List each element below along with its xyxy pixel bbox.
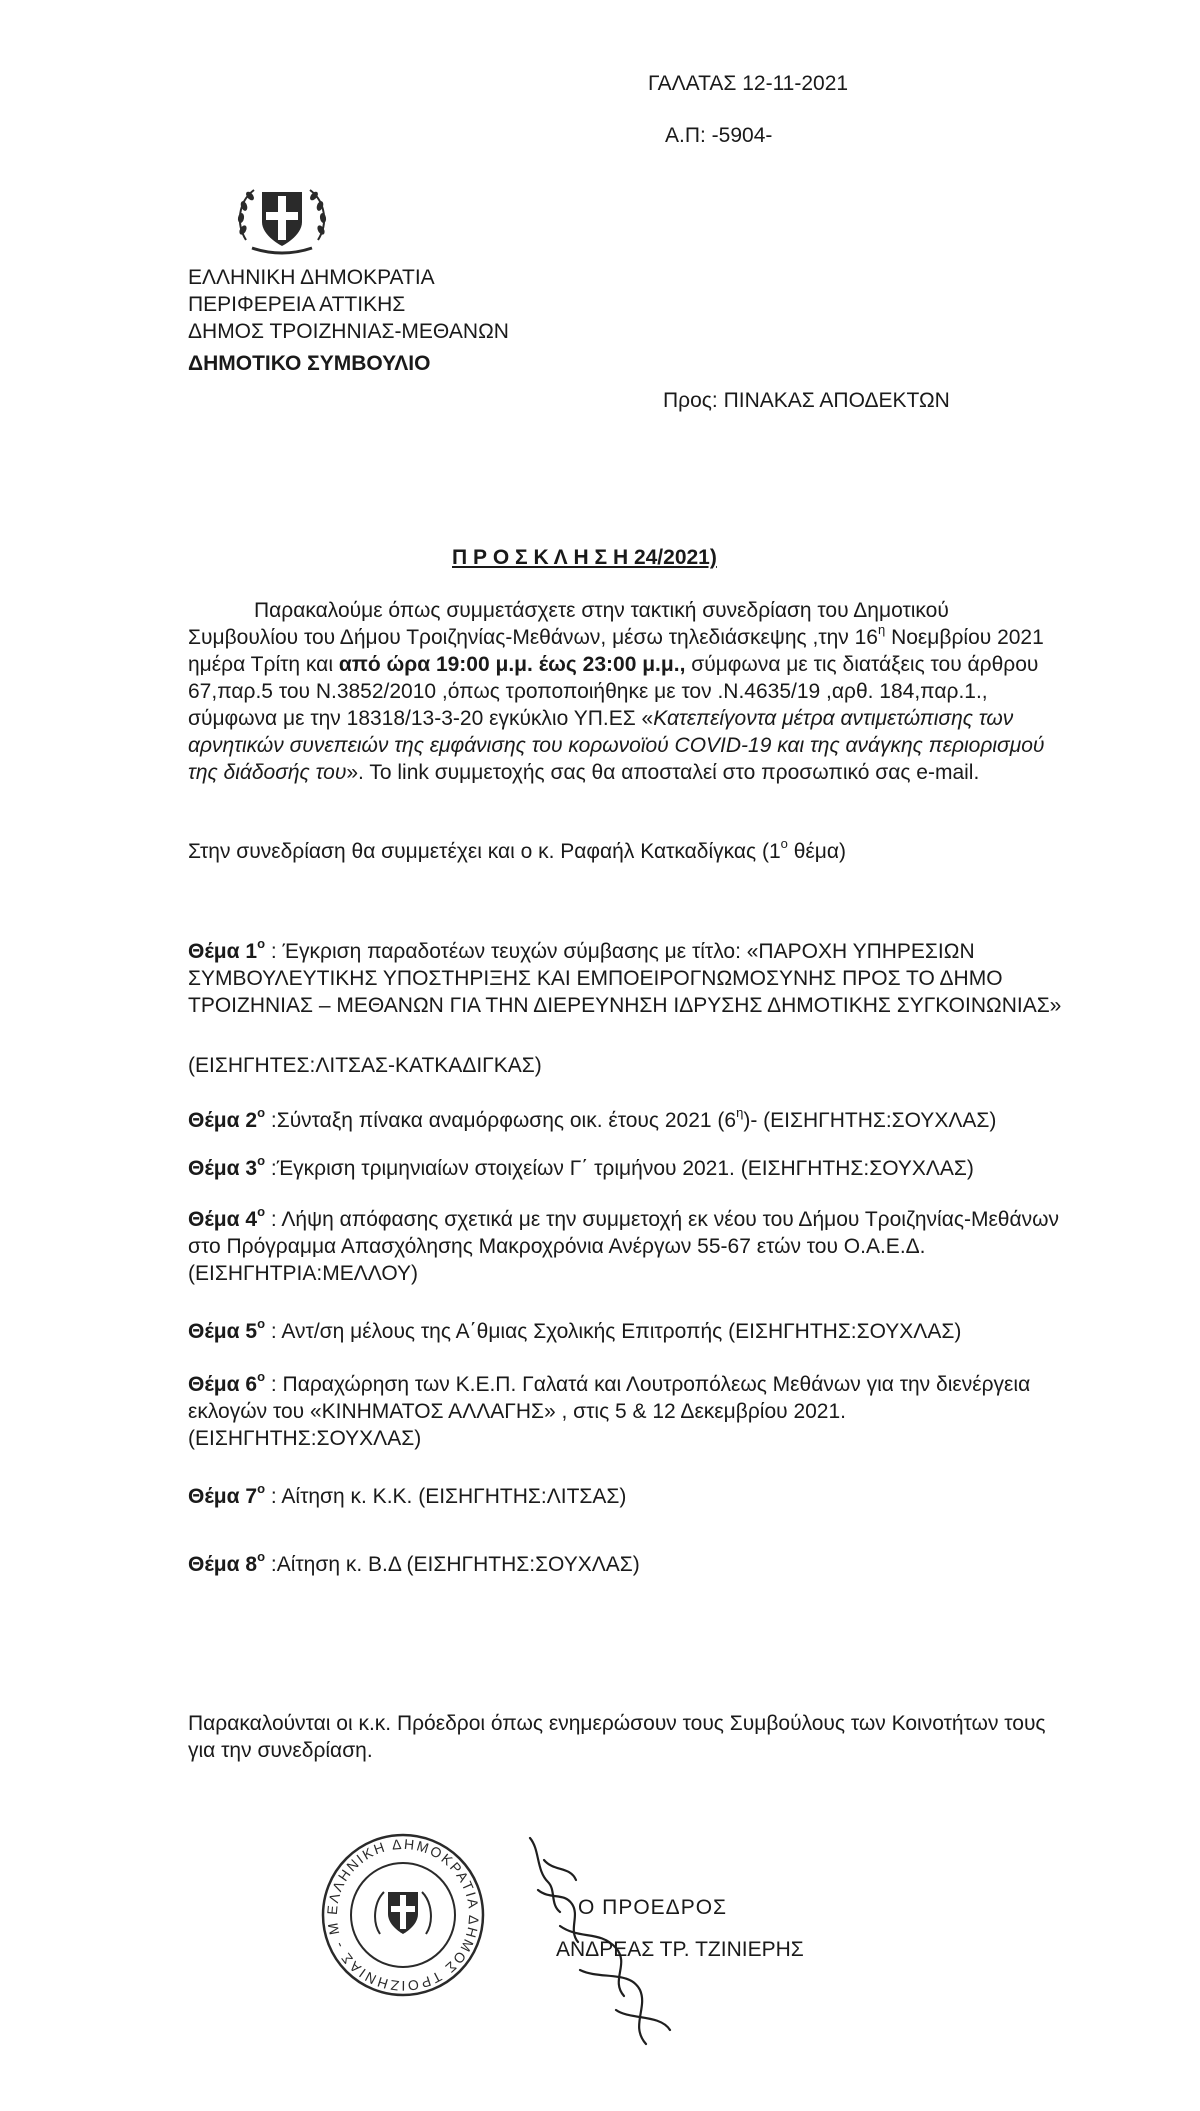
topic-4: Θέμα $4^o$ : Λήψη απόφασης σχετικά με την συμμετοχή εκ νέου του Δήμου Τροιζηνίας-Μεθάνων στο Πρόγραμμα Απασχόλησης Μακροχρόνια Ανέργων 55-67 ετών του Ο.Α.Ε.Δ. (ΕΙΣΗΓΗΤΡΙΑ:ΜΕΛΛΟΥ) xyxy=(188,1204,1060,1285)
meeting-time: από ώρα 19:00 μ.μ. έως 23:00 μ.μ., xyxy=(338,653,686,676)
topic-label: Θέμα 1 xyxy=(188,940,258,963)
intro-line-1: Παρακαλούμε όπως συμμετάσχετε στην τακτική συνεδρίαση του Δημοτικού xyxy=(254,599,949,622)
council-name: ΔΗΜΟΤΙΚΟ ΣΥΜΒΟΥΛΙΟ xyxy=(188,352,431,375)
recipient: Προς: ΠΙΝΑΚΑΣ ΑΠΟΔΕΚΤΩΝ xyxy=(663,389,950,412)
topic-1-rapporteurs: (ΕΙΣΗΓΗΤΕΣ:ΛΙΤΣΑΣ-ΚΑΤΚΑΔΙΓΚΑΣ) xyxy=(188,1054,542,1077)
signature-role: Ο ΠΡΟΕΔΡΟΣ xyxy=(578,1896,728,1919)
intro-line-7: της διάδοσής του». Το link συμμετοχής σας θα αποσταλεί στο προσωπικό σας e-mail. xyxy=(188,761,980,784)
topic-2: Θέμα $2^o$ :Σύνταξη πίνακα αναμόρφωσης οικ. έτους 2021 $(6^\eta)-$ (ΕΙΣΗΓΗΤΗΣ:ΣΟΥΧΛΑΣ) xyxy=(188,1105,997,1132)
intro-line-2: Συμβουλίου του Δήμου Τροιζηνίας-Μεθάνων, μέσω τηλεδιάσκεψης ,την $16^\eta$ Νοεμβρίου 2021 xyxy=(188,622,1044,649)
topic-1: Θέμα $1^o$ : Έγκριση παραδοτέων τευχών σύμβασης με τίτλο: «ΠΑΡΟΧΗ ΥΠΗΡΕΣΙΩΝ ΣΥΜΒΟΥΛΕΥΤΙΚΗΣ ΥΠΟΣΤΗΡΙΞΗΣ ΚΑΙ ΕΜΠΟΕΙΡΟΓΝΩΜΟΣΥΝΗΣ ΠΡΟΣ ΤΟ ΔΗΜΟ ΤΡΟΙΖΗΝΙΑΣ – ΜΕΘΑΝΩΝ ΓΙΑ ΤΗΝ ΔΙΕΡΕΥΝΗΣΗ ΙΔΡΥΣΗΣ ΔΗΜΟΤΙΚΗΣ ΣΥΓΚΟΙΝΩΝΙΑΣ» xyxy=(188,936,1062,1017)
municipal-seal xyxy=(318,1830,488,2000)
place-date: ΓΑΛΑΤΑΣ 12-11-2021 xyxy=(648,72,849,95)
protocol-number: Α.Π: -5904- xyxy=(665,124,773,147)
closing-paragraph: Παρακαλούνται οι κ.κ. Πρόεδροι όπως ενημερώσουν τους Συμβούλους των Κοινοτήτων τους για την συνεδρίαση. xyxy=(188,1712,1046,1762)
intro-line-6: αρνητικών συνεπειών της εμφάνισης του κορωνοϊού COVID-19 και της ανάγκης περιορισμού xyxy=(188,734,1045,757)
participant-note: Στην συνεδρίαση θα συμμετέχει και ο κ. Ραφαήλ Κατκαδίγκας ($1^o$ θέμα) xyxy=(188,836,846,863)
svg-text:ΕΛΛΗΝΙΚΗ ΔΗΜΟΚΡΑΤΙΑ ΔΗΜΟΣ ΤΡΟΙ: ΕΛΛΗΝΙΚΗ ΔΗΜΟΚΡΑΤΙΑ ΔΗΜΟΣ ΤΡΟΙΖΗΝΙΑΣ - Μ xyxy=(323,1835,483,1995)
topic-7: Θέμα $7^o$ : Αίτηση κ. Κ.Κ. (ΕΙΣΗΓΗΤΗΣ:ΛΙΤΣΑΣ) xyxy=(188,1481,627,1508)
intro-line-3: ημέρα Τρίτη και από ώρα 19:00 μ.μ. έως 23:00 μ.μ., σύμφωνα με τις διατάξεις του άρθρου xyxy=(188,653,1039,676)
coat-of-arms-icon xyxy=(232,178,332,258)
topic-3: Θέμα $3^o$ :Έγκριση τριμηνιαίων στοιχείων Γ΄ τριμήνου 2021. (ΕΙΣΗΓΗΤΗΣ:ΣΟΥΧΛΑΣ) xyxy=(188,1153,974,1180)
signatory-name: ΑΝΔΡΕΑΣ ΤΡ. ΤΖΙΝΙΕΡΗΣ xyxy=(556,1938,804,1961)
topic-5: Θέμα $5^o$ : Αντ/ση μέλους της Α΄θμιας Σχολικής Επιτροπής (ΕΙΣΗΓΗΤΗΣ:ΣΟΥΧΛΑΣ) xyxy=(188,1316,962,1343)
issuer-line-3: ΔΗΜΟΣ ΤΡΟΙΖΗΝΙΑΣ-ΜΕΘΑΝΩΝ xyxy=(188,320,509,343)
issuer-line-2: ΠΕΡΙΦΕΡΕΙΑ ΑΤΤΙΚΗΣ xyxy=(188,293,406,316)
issuer-line-1: ΕΛΛΗΝΙΚΗ ΔΗΜΟΚΡΑΤΙΑ xyxy=(188,266,435,289)
topic-8: Θέμα $8^o$ :Αίτηση κ. Β.Δ (ΕΙΣΗΓΗΤΗΣ:ΣΟΥΧΛΑΣ) xyxy=(188,1549,640,1576)
intro-paragraph xyxy=(188,597,1068,786)
intro-line-4: 67,παρ.5 του Ν.3852/2010 ,όπως τροποποιήθηκε με τον .Ν.4635/19 ,αρθ. 184,παρ.1., xyxy=(188,680,988,703)
intro-line-5: σύμφωνα με την 18318/13-3-20 εγκύκλιο ΥΠ.ΕΣ «Κατεπείγοντα μέτρα αντιμετώπισης των xyxy=(188,707,1014,730)
invitation-title: Π Ρ Ο Σ Κ Λ Η Σ Η 24/2021) xyxy=(452,546,717,569)
topic-6: Θέμα $6^o$ : Παραχώρηση των Κ.Ε.Π. Γαλατά και Λουτροπόλεως Μεθάνων για την διενέργεια εκλογών του «ΚΙΝΗΜΑΤΟΣ ΑΛΛΑΓΗΣ» , στις 5 & 12 Δεκεμβρίου 2021. (ΕΙΣΗΓΗΤΗΣ:ΣΟΥΧΛΑΣ) xyxy=(188,1369,1031,1450)
